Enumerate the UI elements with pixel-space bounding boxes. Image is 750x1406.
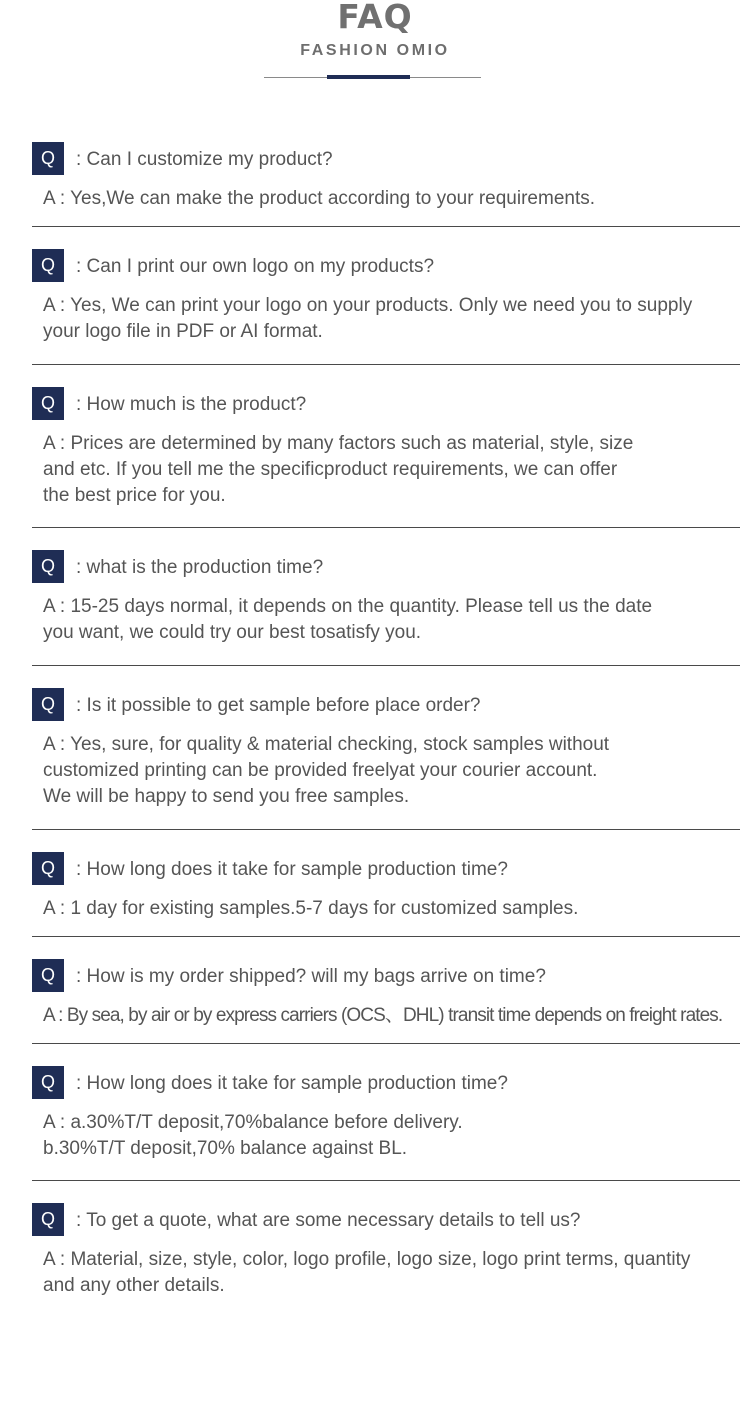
q-badge-icon: Q [32, 249, 64, 282]
answer-text: A : a.30%T/T deposit,70%balance before delivery. b.30%T/T deposit,70% balance against BL. [43, 1112, 463, 1159]
question-text: : To get a quote, what are some necessary details to tell us? [76, 1210, 581, 1231]
question-row [32, 387, 742, 420]
question-text: : Can I customize my product? [76, 149, 333, 170]
faq-divider [32, 226, 740, 227]
q-badge-icon: Q [32, 1203, 64, 1236]
faq-divider [32, 364, 740, 365]
question-row [32, 852, 742, 885]
answer-text: A : By sea, by air or by express carriers (OCS、DHL) transit time depends on freight rates. [43, 1005, 723, 1026]
faq-divider [32, 936, 740, 937]
question-row [32, 959, 742, 992]
question-text: : Is it possible to get sample before place order? [76, 695, 481, 716]
answer-text: A : Yes,We can make the product according to your requirements. [43, 188, 596, 209]
answer-text: A : 15-25 days normal, it depends on the quantity. Please tell us the date you want, we could try our best tosatisfy you. [43, 596, 653, 643]
q-badge-icon: Q [32, 959, 64, 992]
question-text: : How long does it take for sample production time? [76, 1073, 508, 1094]
question-row [32, 249, 742, 282]
title-accent-bar [327, 75, 410, 79]
answer-text: A : 1 day for existing samples.5-7 days for customized samples. [43, 898, 579, 919]
question-row [32, 1066, 742, 1099]
q-badge-icon: Q [32, 852, 64, 885]
faq-divider [32, 665, 740, 666]
q-badge-icon: Q [32, 550, 64, 583]
question-text: : How is my order shipped? will my bags arrive on time? [76, 966, 546, 987]
faq-divider [32, 527, 740, 528]
q-badge-icon: Q [32, 688, 64, 721]
question-row [32, 142, 742, 175]
q-badge-icon: Q [32, 387, 64, 420]
faq-divider [32, 1180, 740, 1181]
page-subtitle: FASHION OMIO [300, 42, 450, 59]
question-text: : Can I print our own logo on my products? [76, 256, 435, 277]
q-badge-icon: Q [32, 142, 64, 175]
answer-text: A : Prices are determined by many factors such as material, style, size and etc. If you tell me the specificproduct requirements, we can offer the best price for you. [43, 433, 634, 506]
question-text: : How much is the product? [76, 394, 307, 415]
page-title: FAQ [337, 0, 413, 36]
question-row [32, 688, 742, 721]
answer-text: A : Yes, sure, for quality & material checking, stock samples without customized printing can be provided freelyat your courier account. We will be happy to send you free samples. [43, 734, 610, 807]
q-badge-icon: Q [32, 1066, 64, 1099]
question-row [32, 550, 742, 583]
faq-header [0, 0, 750, 90]
faq-divider [32, 1043, 740, 1044]
answer-text: A : Yes, We can print your logo on your products. Only we need you to supply your logo file in PDF or AI format. [43, 295, 693, 342]
faq-divider [32, 829, 740, 830]
answer-text: A : Material, size, style, color, logo profile, logo size, logo print terms, quantity and any other details. [43, 1249, 691, 1296]
question-text: : How long does it take for sample production time? [76, 859, 508, 880]
question-row [32, 1203, 742, 1236]
question-text: : what is the production time? [76, 557, 324, 578]
